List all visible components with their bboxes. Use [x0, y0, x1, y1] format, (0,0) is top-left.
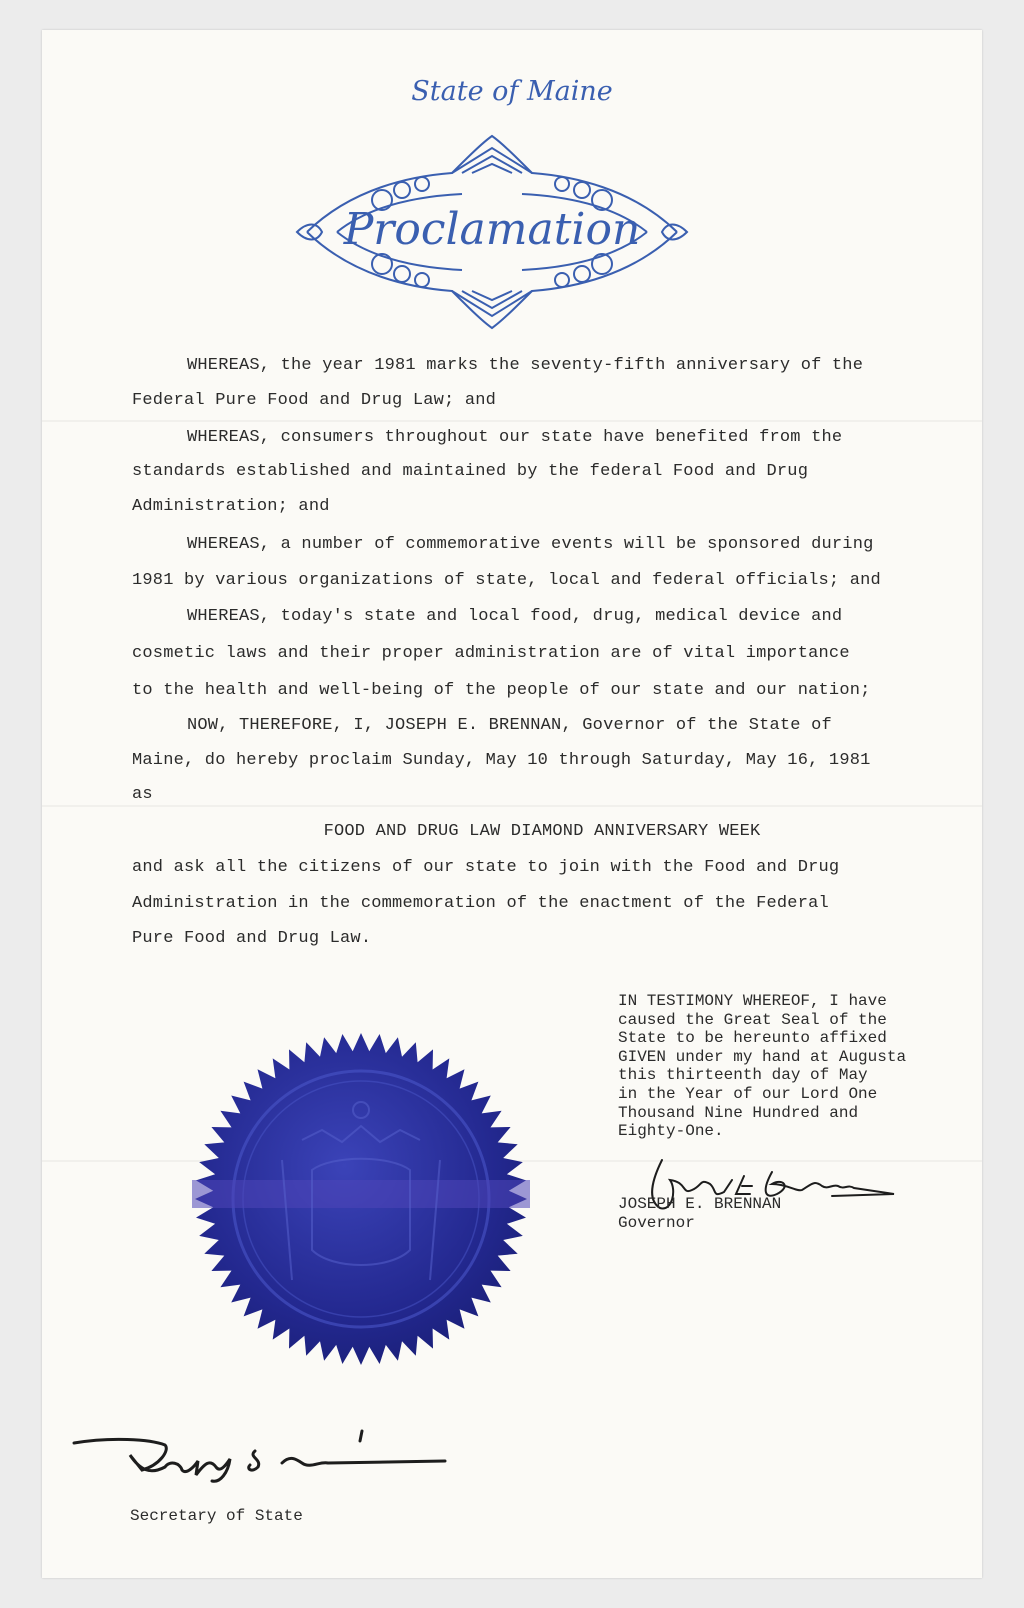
body-line: standards established and maintained by the federal Food and Drug — [132, 462, 809, 481]
testimony-line: in the Year of our Lord One — [618, 1084, 878, 1103]
proclamation-cartouche — [292, 118, 692, 346]
body-line: Maine, do hereby proclaim Sunday, May 10 through Saturday, May 16, 1981 — [132, 751, 871, 770]
proclamation-document — [42, 30, 982, 1578]
body-line: Federal Pure Food and Drug Law; and — [132, 391, 497, 410]
body-line: 1981 by various organizations of state, local and federal officials; and — [132, 571, 881, 590]
body-line: Administration in the commemoration of the enactment of the Federal — [132, 894, 829, 913]
body-line: WHEREAS, today's state and local food, drug, medical device and — [187, 607, 843, 626]
fold-line — [42, 420, 982, 422]
body-line: WHEREAS, a number of commemorative events will be sponsored during — [187, 535, 874, 554]
body-line: WHEREAS, consumers throughout our state have benefited from the — [187, 428, 843, 447]
body-line: cosmetic laws and their proper administration are of vital importance — [132, 644, 850, 663]
testimony-line: caused the Great Seal of the — [618, 1010, 887, 1029]
testimony-line: GIVEN under my hand at Augusta — [618, 1047, 907, 1066]
testimony-line: Thousand Nine Hundred and — [618, 1103, 859, 1122]
body-line: to the health and well-being of the people of our state and our nation; — [132, 681, 871, 700]
governor-title: Governor — [618, 1213, 695, 1232]
governor-name: JOSEPH E. BRENNAN — [618, 1195, 782, 1213]
governor-block — [618, 1195, 781, 1232]
body-line: as — [132, 785, 153, 804]
body-line: Pure Food and Drug Law. — [132, 929, 372, 948]
proclaimed-week-title: FOOD AND DRUG LAW DIAMOND ANNIVERSARY WEEK — [323, 822, 761, 841]
testimony-line: IN TESTIMONY WHEREOF, I have — [618, 992, 887, 1010]
proclamation-title: Proclamation — [343, 204, 641, 255]
secretary-of-state-title: Secretary of State — [130, 1507, 303, 1525]
testimony-line: Eighty-One. — [618, 1122, 724, 1141]
body-line: WHEREAS, the year 1981 marks the seventy-fifth anniversary of the — [187, 356, 864, 375]
testimony-line: this thirteenth day of May — [618, 1066, 868, 1085]
testimony-block — [618, 992, 978, 1141]
body-line: and ask all the citizens of our state to join with the Food and Drug — [132, 858, 840, 877]
state-heading: State of Maine — [411, 76, 613, 107]
body-line: Administration; and — [132, 497, 330, 516]
testimony-line: State to be hereunto affixed — [618, 1029, 887, 1048]
secretary-signature — [70, 1415, 450, 1490]
great-seal — [192, 1030, 530, 1368]
body-line: NOW, THEREFORE, I, JOSEPH E. BRENNAN, Governor of the State of — [187, 716, 832, 735]
fold-line — [42, 805, 982, 807]
